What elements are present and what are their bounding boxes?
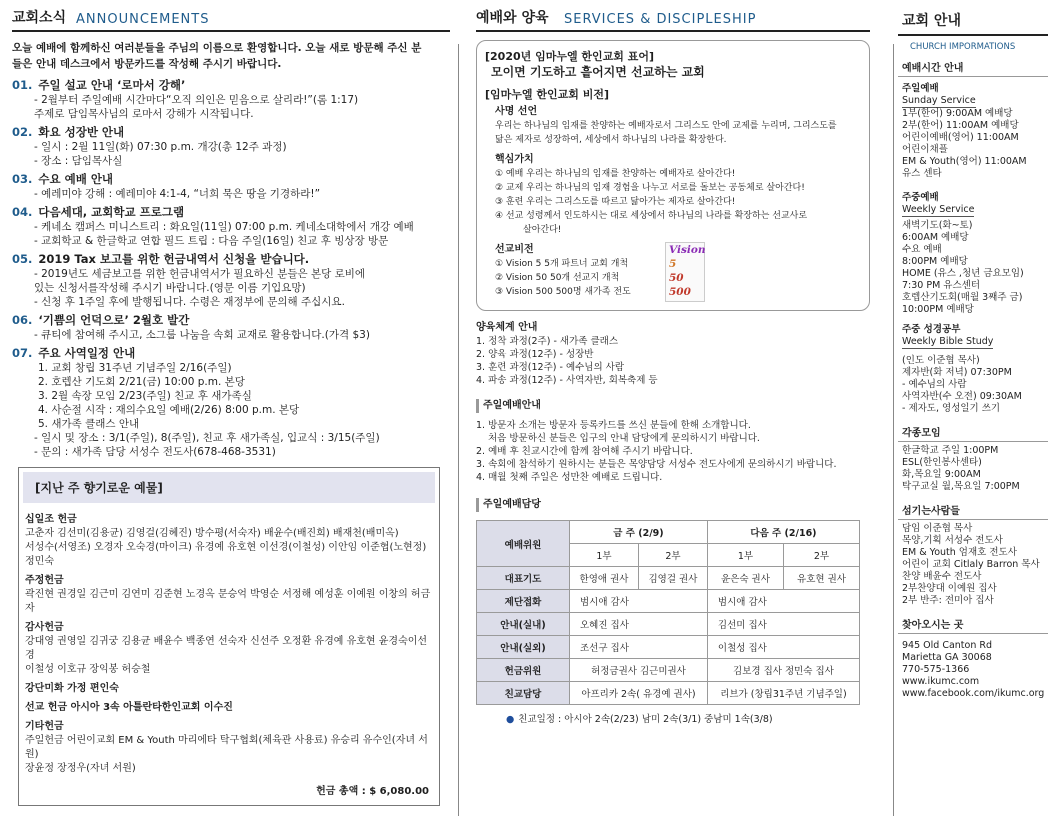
vision-goal: ② Vision 50 50개 선교지 개척 [495, 273, 620, 283]
guide-line: 4. 매월 첫째 주일은 성만찬 예배로 드립니다. [476, 472, 663, 483]
sunday-list [898, 108, 1048, 180]
worship-guide-section [476, 399, 870, 484]
vision-goal: ① Vision 5 5개 파트너 교회 개척 [495, 259, 629, 269]
column-divider [893, 44, 894, 816]
duty-row [477, 567, 860, 590]
announcement-line: 3. 2월 속장 모임 2/23(주일) 친교 후 새가족실 [38, 390, 252, 402]
announcement-heading [12, 252, 450, 267]
groups-section [898, 427, 1048, 493]
core-value: ③ 훈련 우리는 그리스도를 따르고 닮아가는 제자로 살아간다! [495, 197, 736, 207]
services-column [476, 0, 870, 725]
announcement-item [12, 125, 450, 168]
groups-heading: 각종모임 [898, 427, 1048, 442]
services-title-ko: 예배와 양육 [476, 10, 549, 26]
guide-line: 2. 예배 후 친교시간에 함께 참여해 주시기 바랍니다. [476, 446, 693, 457]
offering-names: 곽진현 권경일 김근미 김연미 김준현 노경옥 문승억 박영순 서정해 예성훈 이예원 이창의 허금자 [25, 589, 431, 614]
info-line: 찬양 배윤수 전도사 [902, 571, 982, 582]
duty-cell: 윤은숙 권사 [707, 567, 783, 590]
badge-number: 50 [669, 272, 684, 284]
weekday-heading: 주중예배 [902, 192, 939, 203]
duty-cell: 범시애 감사 [570, 590, 708, 613]
announcement-line: - 교회학교 & 한글학교 연합 필드 트립 : 다음 주일(16일) 친교 후 빙상장 방문 [34, 235, 389, 247]
duty-cell: 이철성 집사 [707, 636, 859, 659]
worship-guide-heading: 주일예배안내 [476, 399, 870, 413]
announcement-heading [12, 78, 450, 93]
bible-heading: 주중 성경공부 [902, 324, 961, 335]
church-info-title: 교회 안내 [902, 13, 961, 29]
fellowship-schedule-text: 친교일정 : 아시아 2속(2/23) 남미 2속(3/1) 중남미 1속(3/8) [518, 714, 773, 725]
this-week-header: 금 주 (2/9) [570, 521, 708, 544]
core-values-heading: 핵심가치 [495, 154, 534, 165]
announcement-number: 05. [12, 252, 33, 266]
info-line: (인도 이준협 목사) [902, 355, 980, 366]
vision-box [476, 40, 870, 311]
announcement-title: 수요 예배 안내 [38, 172, 114, 186]
info-line: - 제자도, 영성일기 쓰기 [902, 403, 1001, 414]
intro-line: 오늘 예배에 함께하신 여러분들을 주님의 이름으로 환영합니다. 오늘 새로 방문해 주신 분 [12, 42, 422, 54]
announcement-line: 있는 신청서를작성해 주시기 바랍니다.(영문 이름 기입요망) [34, 282, 306, 294]
guide-line: 1. 방문자 소개는 방문자 등록카드를 쓰신 분들에 한해 소개합니다. [476, 420, 751, 431]
info-line: 수요 예배 [902, 244, 942, 255]
duty-role: 안내(실외) [477, 636, 570, 659]
service-times [898, 62, 1048, 415]
info-line: 2부 반주: 전미아 집사 [902, 595, 994, 606]
announcement-number: 06. [12, 313, 33, 327]
announcement-line: 2. 호렙산 기도회 2/21(금) 10:00 p.m. 본당 [38, 376, 245, 388]
info-line: 2부찬양대 이예원 집사 [902, 583, 997, 594]
badge-word: Vision [669, 244, 706, 256]
service-first-header: 1부 [707, 544, 783, 567]
offering-group-heading: 기타헌금 [25, 721, 64, 732]
announcement-title: 주요 사역일정 안내 [38, 346, 136, 360]
announcement-number: 02. [12, 125, 33, 139]
badge-number: 5 [669, 258, 677, 270]
announcements-header [12, 0, 450, 32]
announcement-heading [12, 346, 450, 361]
duty-row [477, 590, 860, 613]
announcement-number: 07. [12, 346, 33, 360]
offering-group-heading: 감사헌금 [25, 622, 64, 633]
worship-duty-section [476, 498, 870, 725]
duty-row [477, 682, 860, 705]
worship-duty-heading: 주일예배담당 [476, 498, 870, 512]
address-list [898, 640, 1048, 700]
info-line: www.facebook.com/ikumc.org [902, 688, 1045, 699]
next-week-header: 다음 주 (2/16) [707, 521, 859, 544]
duty-cell: 유호현 권사 [783, 567, 859, 590]
offering-names: 주일헌금 어린이교회 EM & Youth 마리에타 탁구협회(체육관 사용료) 유승리 유수인(자녀 서원) [25, 735, 428, 760]
duty-cell: 김선미 집사 [707, 613, 859, 636]
service-second-header: 2부 [638, 544, 707, 567]
duty-cell: 아프리카 2속( 유경예 권사) [570, 682, 708, 705]
vision-label: [임마누엘 한인교회 비전] [485, 88, 609, 101]
info-line: 2부(한어) 11:00AM 예배당 [902, 120, 1019, 131]
fellowship-schedule [476, 711, 870, 725]
info-line: EM & Youth(영어) 11:00AM [902, 156, 1027, 167]
offering-group-heading: 선교 헌금 아시아 3속 아틀란타한인교회 이수진 [25, 702, 233, 713]
announcement-list [12, 78, 450, 459]
nurture-section [476, 321, 870, 387]
duty-role: 헌금위원 [477, 659, 570, 682]
announcement-line: 5. 새가족 클래스 안내 [38, 418, 140, 430]
announcement-item [12, 313, 450, 342]
address-heading: 찾아오시는 곳 [898, 619, 1048, 634]
duty-row [477, 613, 860, 636]
announcement-line: - 일시 및 장소 : 3/1(주일), 8(주일), 친교 후 새가족실, 입교식 : 3/15(주일) [34, 432, 380, 444]
announcement-number: 03. [12, 172, 33, 186]
offering-title: [지난 주 향기로운 예물] [23, 472, 435, 503]
info-line: 어린이 교회 Citlaly Barron 목사 [902, 559, 1040, 570]
announcement-item [12, 252, 450, 309]
info-line: 새벽기도(화~토) [902, 220, 973, 231]
staff-heading: 섬기는사람들 [898, 505, 1048, 520]
bullet-icon: ● [506, 714, 515, 725]
announcement-line: - 예레미야 강해 : 예레미야 4:1-4, “너희 묵은 땅을 기경하라!” [34, 188, 321, 200]
announcement-title: ‘기쁨의 언덕으로’ 2월호 발간 [38, 313, 190, 327]
announcement-item [12, 172, 450, 201]
announcement-number: 04. [12, 205, 33, 219]
announcement-line: - 2월부터 주일예배 시간마다“오직 의인은 믿음으로 살리라!”(롬 1:17) [34, 94, 359, 106]
duty-cell: 리브가 (창립31주년 기념주일) [707, 682, 859, 705]
church-info-column [898, 0, 1048, 700]
announcements-intro [12, 40, 450, 72]
announcement-heading [12, 205, 450, 220]
announcement-item [12, 346, 450, 459]
info-line: ESL(한인봉사센타) [902, 457, 982, 468]
info-line: 한글학교 주일 1:00PM [902, 445, 999, 456]
info-line: EM & Youth 엄재호 전도사 [902, 547, 1017, 558]
duty-row [477, 659, 860, 682]
info-line: Marietta GA 30068 [902, 652, 992, 663]
info-line: 화,목요일 9:00AM [902, 469, 981, 480]
mission-line: 닮은 제자로 성장하여, 세상에서 하나님의 나라를 확장한다. [495, 135, 727, 145]
core-value: ② 교제 우리는 하나님의 임재 경험을 나누고 서로를 돌보는 공동체로 살아간다! [495, 183, 805, 193]
duty-col-label: 예배위원 [477, 521, 570, 567]
offering-group-heading: 십일조 헌금 [25, 514, 77, 525]
info-line: www.ikumc.com [902, 676, 980, 687]
motto-label: [2020년 임마누엘 한인교회 표어] [485, 50, 655, 63]
announcement-line: 주제로 담임목사님의 로마서 강해가 시작됩니다. [34, 108, 254, 120]
vision-badge-image [665, 242, 705, 302]
info-line: 유스 센타 [902, 168, 942, 179]
duty-cell: 오혜진 집사 [570, 613, 708, 636]
staff-list [898, 523, 1048, 607]
bible-heading-en: Weekly Bible Study [902, 336, 994, 347]
address-section [898, 619, 1048, 700]
info-line: 어린이채플 [902, 144, 948, 155]
service-first-header: 1부 [570, 544, 639, 567]
announcement-line: - 2019년도 세금보고를 위한 헌금내역서가 필요하신 분들은 본당 로비에 [34, 268, 366, 280]
nurture-line: 4. 파송 과정(12주) - 사역자반, 회복축제 등 [476, 375, 658, 386]
nurture-line: 1. 정착 과정(2주) - 새가족 클래스 [476, 336, 618, 347]
service-times-heading: 예배시간 안내 [898, 62, 1048, 77]
nurture-line: 2. 양육 과정(12주) - 성장반 [476, 349, 594, 360]
mission-heading: 사명 선언 [495, 106, 538, 117]
offering-names: 장윤정 장정우(자녀 서원) [25, 763, 136, 774]
services-title-en: SERVICES & DISCIPLESHIP [564, 12, 757, 27]
duty-role: 제단접화 [477, 590, 570, 613]
duty-cell: 김영걸 권사 [638, 567, 707, 590]
info-line: 목양,기획 서성수 전도사 [902, 535, 1003, 546]
info-line: 770-575-1366 [902, 664, 970, 675]
announcement-line: - 큐티에 참여해 주시고, 소그룹 나눔을 속회 교재로 활용합니다.(가격 $3) [34, 329, 370, 341]
offering-group-heading: 강단미화 가정 편인숙 [25, 683, 119, 694]
duty-cell: 범시애 감사 [707, 590, 859, 613]
info-line: 7:30 PM 유스센터 [902, 280, 981, 291]
info-line: 1부(한어) 9:00AM 예배당 [902, 108, 1013, 119]
offering-names: 이철성 이호규 장익봉 허승철 [25, 664, 151, 675]
announcement-line: - 문의 : 새가족 담당 서성수 전도사(678-468-3531) [34, 446, 276, 458]
duty-header-row [477, 521, 860, 544]
info-line: - 예수님의 사람 [902, 379, 967, 390]
duty-role: 친교담당 [477, 682, 570, 705]
duty-cell: 김보경 집사 정민숙 집사 [707, 659, 859, 682]
nurture-heading: 양육체계 안내 [476, 322, 538, 333]
duty-table [476, 520, 860, 705]
announcement-line: - 일시 : 2월 11일(화) 07:30 p.m. 개강(총 12주 과정) [34, 141, 287, 153]
badge-number: 500 [669, 286, 691, 298]
column-divider [458, 44, 459, 816]
info-line: 담임 이준협 목사 [902, 523, 973, 534]
announcement-title: 다음세대, 교회학교 프로그램 [38, 205, 185, 219]
weekday-heading-en: Weekly Service [902, 204, 975, 215]
core-value: ④ 선교 성령께서 인도하시는 대로 세상에서 하나님의 나라를 확장하는 선교사로 [495, 211, 808, 221]
announcement-title: 2019 Tax 보고를 위한 헌금내역서 신청을 받습니다. [38, 252, 310, 266]
duty-cell: 조선구 집사 [570, 636, 708, 659]
announcements-title-ko: 교회소식 [12, 10, 67, 26]
announcements-column [12, 0, 450, 806]
nurture-line: 3. 훈련 과정(12주) - 예수님의 사람 [476, 362, 625, 373]
offering-groups [19, 503, 439, 776]
info-line: 사역자반(수 오전) 09:30AM [902, 391, 1022, 402]
offering-names: 정민숙 [25, 556, 54, 567]
announcement-title: 주일 설교 안내 ‘로마서 강해’ [38, 78, 186, 92]
announcement-heading [12, 313, 450, 328]
offering-box [18, 467, 440, 806]
announcement-line: - 신청 후 1주일 후에 발행됩니다. 수령은 재정부에 문의해 주십시요. [34, 296, 345, 308]
announcement-number: 01. [12, 78, 33, 92]
services-header [476, 0, 870, 32]
announcement-item [12, 205, 450, 248]
offering-total: 헌금 총액 : $ 6,080.00 [316, 786, 429, 797]
offering-group-heading: 주정헌금 [25, 575, 64, 586]
intro-line: 들은 안내 데스크에서 방문카드를 작성해 주시기 바랍니다. [12, 58, 282, 70]
service-second-header: 2부 [783, 544, 859, 567]
mission-vision-heading: 선교비전 [495, 244, 534, 255]
info-line: 10:00PM 예배당 [902, 304, 974, 315]
core-value: 살아간다! [523, 225, 562, 235]
groups-list [898, 445, 1048, 493]
guide-line: 처음 방문하신 분들은 입구의 안내 담당에게 문의하시기 바랍니다. [488, 433, 760, 444]
duty-role: 안내(실내) [477, 613, 570, 636]
sunday-heading-en: Sunday Service [902, 95, 976, 106]
sunday-heading: 주일예배 [902, 83, 939, 94]
announcement-heading [12, 172, 450, 187]
duty-role: 대표기도 [477, 567, 570, 590]
bible-list [898, 355, 1048, 415]
info-line: 8:00PM 예배당 [902, 256, 968, 267]
motto: 모이면 기도하고 흩어지면 선교하는 교회 [491, 65, 705, 79]
core-value: ① 예배 우리는 하나님의 임재를 찬양하는 예배자로 살아간다! [495, 169, 736, 179]
offering-names: 강대영 권영일 김귀궁 김용균 배윤수 백종연 선숙자 신선주 오정환 유경예 유호현 윤경숙이선경 [25, 636, 428, 661]
announcement-item [12, 78, 450, 121]
info-line: 어린이예배(영어) 11:00AM [902, 132, 1019, 143]
church-info-subtitle: CHURCH IMPORMATIONS [910, 42, 1016, 52]
offering-names: 서성수(서영조) 오경자 오숙경(마이크) 유경예 유호현 이선경(이철성) 이안임 이준협(노현정) [25, 542, 427, 553]
staff-section [898, 505, 1048, 607]
announcement-line: 1. 교회 창립 31주년 기념주일 2/16(주일) [38, 362, 232, 374]
vision-goal: ③ Vision 500 500명 새가족 전도 [495, 287, 631, 297]
info-line: 제자반(화 저녁) 07:30PM [902, 367, 1012, 378]
mission-line: 우리는 하나님의 임재를 찬양하는 예배자로서 그리스도 안에 교제를 누리며, 그리스도를 [495, 121, 837, 131]
info-line: HOME (유스 ,청년 금요모임) [902, 268, 1024, 279]
info-line: 6:00AM 예배당 [902, 232, 969, 243]
announcement-line: - 장소 : 담임목사실 [34, 155, 123, 167]
info-line: 호렙산기도회(매월 3째주 금) [902, 292, 1023, 303]
offering-names: 고춘자 김선미(김용균) 김영걸(김혜진) 방수평(서숙자) 배윤수(배진희) 배재천(배미옥) [25, 528, 399, 539]
announcement-line: 4. 사순절 시작 : 재의수요일 예배(2/26) 8:00 p.m. 본당 [38, 404, 300, 416]
announcement-title: 화요 성장반 안내 [38, 125, 125, 139]
announcement-heading [12, 125, 450, 140]
guide-line: 3. 속회에 참석하기 원하시는 분들은 목양담당 서성수 전도사에게 문의하시기 바랍니다. [476, 459, 837, 470]
announcement-line: - 케네소 캠퍼스 미니스트리 : 화요일(11일) 07:00 p.m. 케네소대학에서 개강 예배 [34, 221, 414, 233]
duty-row [477, 636, 860, 659]
announcements-title-en: ANNOUNCEMENTS [76, 12, 210, 27]
weekday-list [898, 220, 1048, 316]
info-line: 945 Old Canton Rd [902, 640, 993, 651]
duty-cell: 허정금권사 김근미권사 [570, 659, 708, 682]
info-line: 탁구교실 월,목요일 7:00PM [902, 481, 1020, 492]
duty-cell: 한영애 권사 [570, 567, 639, 590]
